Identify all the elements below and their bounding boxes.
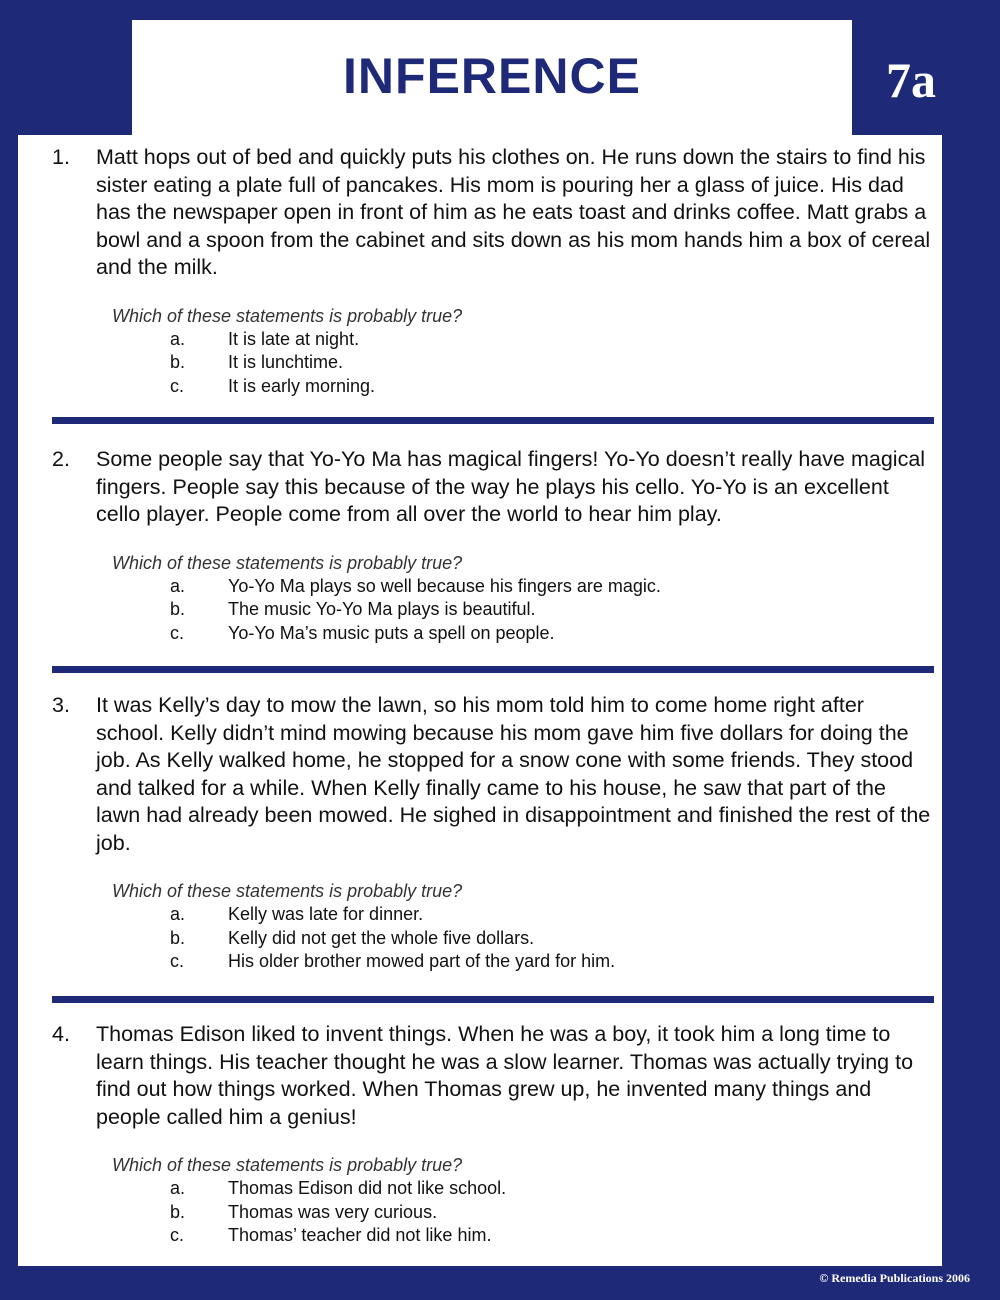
option-letter: b. [170, 599, 186, 619]
answer-option [170, 598, 932, 622]
option-letter: a. [170, 328, 186, 349]
option-text: His older brother mowed part of the yard for him. [228, 951, 616, 971]
answer-option [170, 1177, 932, 1201]
option-letter: c. [170, 622, 185, 643]
answer-options [52, 903, 932, 974]
question-number: 2. [52, 447, 70, 471]
question-number: 1. [52, 145, 70, 169]
question-1 [52, 144, 932, 398]
option-text: Thomas’ teacher did not like him. [228, 1225, 492, 1245]
section-divider [52, 417, 934, 424]
question-prompt: Which of these statements is probably true? [112, 881, 463, 901]
question-prompt: Which of these statements is probably true? [112, 552, 463, 573]
question-passage: It was Kelly’s day to mow the lawn, so his mom told him to come home right after school. Kelly didn’t mind mowing because his mom gave him five dollars for doing the job. As Kelly walked home, he stopped for a snow cone with some friends. They stood and talked for a while. When Kelly finally came to his house, he saw that part of the lawn had already been mowed. He sighed in disappointment and finished the rest of the job. [96, 693, 931, 855]
question-number: 4. [52, 1022, 70, 1046]
option-text: Yo-Yo Ma plays so well because his fingers are magic. [228, 575, 661, 596]
option-letter: a. [170, 904, 186, 924]
question-2 [52, 446, 932, 645]
answer-option [170, 1201, 932, 1225]
option-text: Yo-Yo Ma’s music puts a spell on people. [228, 622, 555, 643]
option-text: Kelly did not get the whole five dollars. [228, 927, 535, 948]
question-passage: Some people say that Yo-Yo Ma has magical fingers! Yo-Yo doesn’t really have magical fingers. People say this because of the way he plays his cello. Yo-Yo is an excellent cello player. People come from all over the world to hear him play. [96, 447, 926, 526]
answer-option [170, 927, 932, 951]
question-prompt: Which of these statements is probably true? [112, 1155, 463, 1175]
answer-options [52, 328, 932, 399]
answer-option [170, 903, 932, 927]
option-text: Thomas was very curious. [228, 1201, 438, 1222]
option-letter: c. [170, 375, 185, 396]
section-divider [52, 666, 934, 673]
question-passage: Thomas Edison liked to invent things. When he was a boy, it took him a long time to learn things. His teacher thought he was a slow learner. Thomas was actually trying to find out how things worked. When Thomas grew up, he invented many things and people called him a genius! [96, 1022, 914, 1129]
answer-options [52, 575, 932, 646]
question-3 [52, 692, 932, 974]
option-text: Kelly was late for dinner. [228, 904, 424, 924]
answer-option [170, 1224, 932, 1248]
option-letter: a. [170, 1178, 186, 1198]
section-divider [52, 996, 934, 1003]
option-letter: a. [170, 575, 186, 596]
option-letter: c. [170, 951, 185, 971]
page-title: INFERENCE [343, 48, 641, 104]
option-letter: b. [170, 927, 186, 948]
answer-option [170, 351, 932, 375]
option-text: The music Yo-Yo Ma plays is beautiful. [228, 599, 536, 619]
answer-option [170, 575, 932, 599]
answer-option [170, 375, 932, 399]
option-letter: c. [170, 1225, 185, 1245]
option-text: Thomas Edison did not like school. [228, 1178, 507, 1198]
answer-option [170, 622, 932, 646]
question-number: 3. [52, 693, 70, 717]
option-letter: b. [170, 352, 186, 372]
option-text: It is late at night. [228, 328, 360, 349]
question-passage: Matt hops out of bed and quickly puts his clothes on. He runs down the stairs to find his sister eating a plate full of pancakes. His mom is pouring her a glass of juice. His dad has the newspaper open in front of him as he eats toast and drinks coffee. Matt grabs a bowl and a spoon from the cabinet and sits down as his mom hands him a box of cereal and the milk. [96, 145, 931, 279]
answer-option [170, 950, 932, 974]
answer-options [52, 1177, 932, 1248]
option-letter: b. [170, 1201, 186, 1222]
copyright-footer: © Remedia Publications 2006 [819, 1271, 970, 1285]
option-text: It is lunchtime. [228, 352, 344, 372]
page-number: 7a [886, 52, 936, 108]
answer-option [170, 328, 932, 352]
option-text: It is early morning. [228, 375, 376, 396]
question-4 [52, 1021, 932, 1248]
question-prompt: Which of these statements is probably true? [112, 305, 463, 326]
